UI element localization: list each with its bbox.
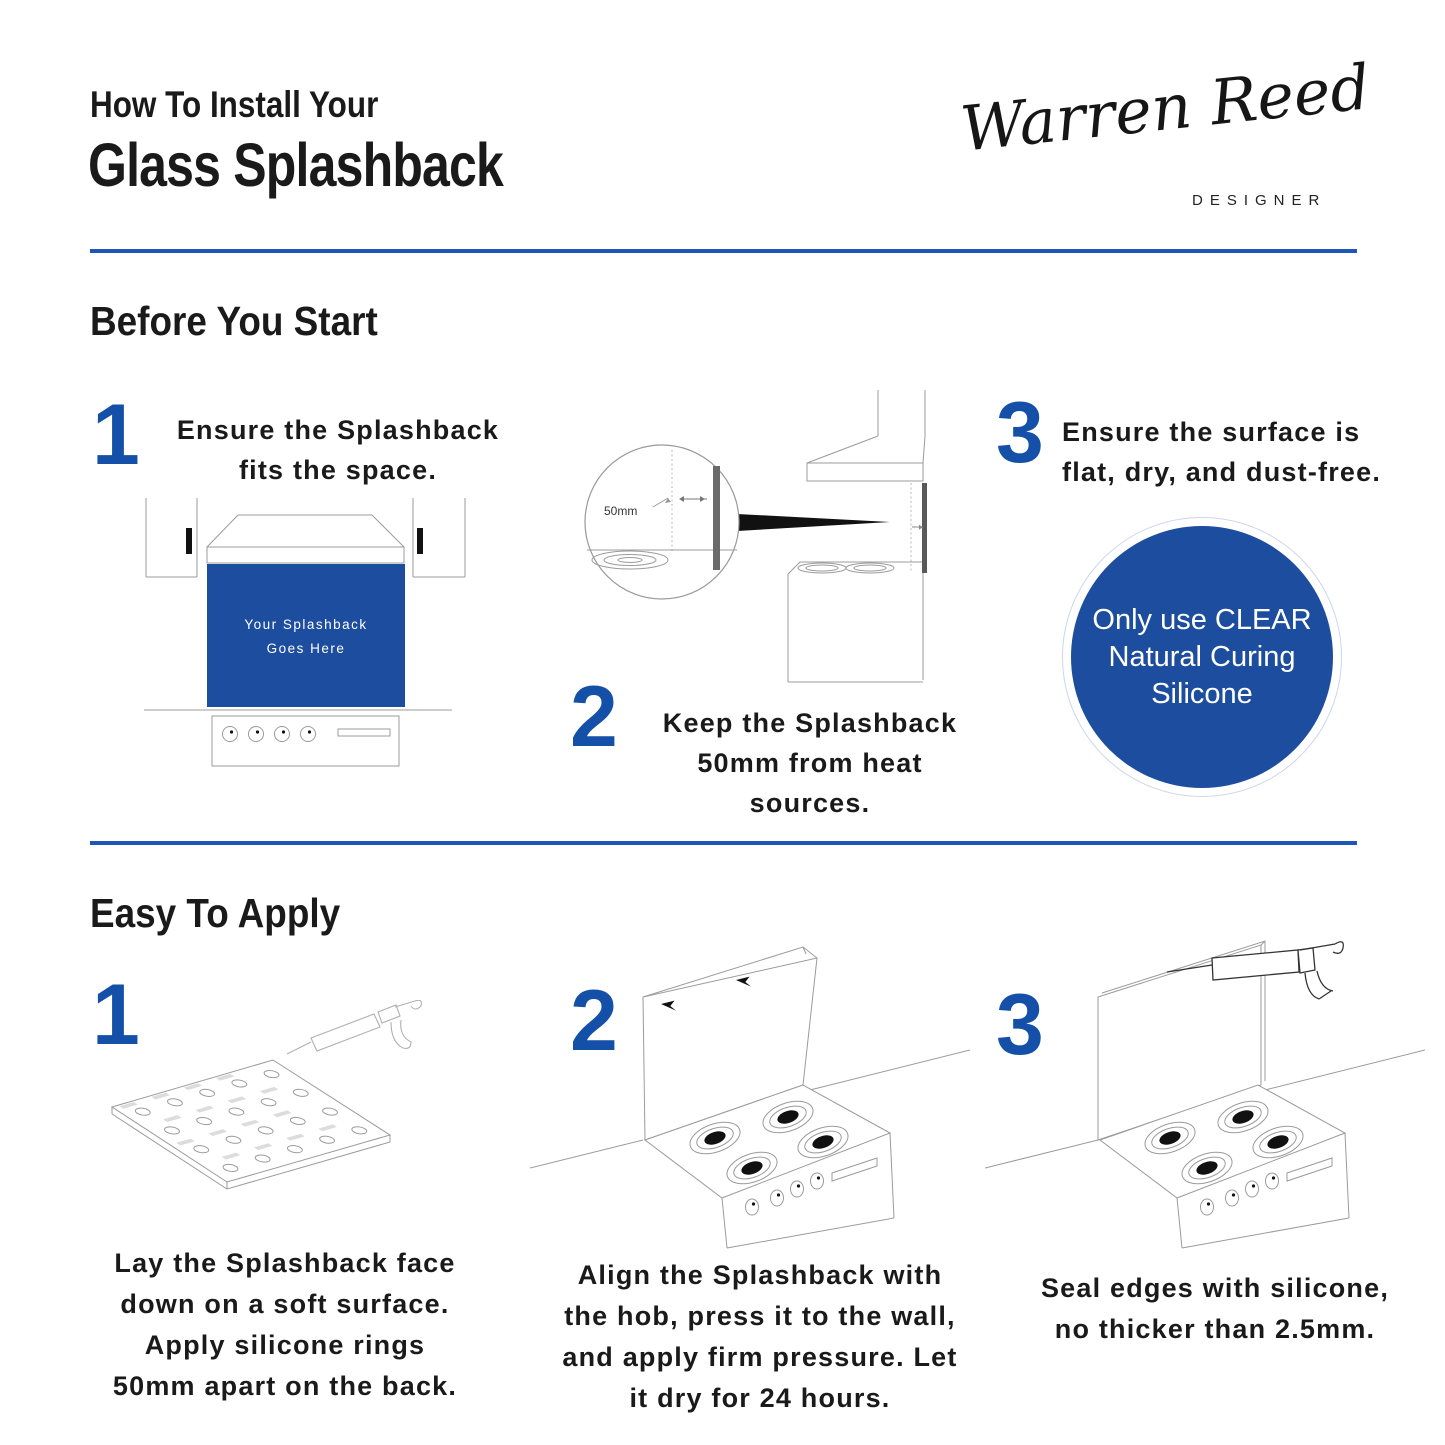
seal-edges-illustration [985, 920, 1425, 1250]
cooker [212, 716, 399, 766]
display-panel [832, 1158, 877, 1181]
counter-line-right [1265, 1050, 1425, 1090]
splashback-label-line1: Your Splashback [244, 617, 368, 632]
page-title-intro: How To Install Your [90, 84, 379, 125]
silicone-badge [1071, 526, 1333, 788]
page-title: Glass Splashback [88, 131, 504, 199]
step-text-line: Keep the Splashback [662, 708, 958, 738]
apply-step3-number: 3 [996, 977, 1044, 1073]
caption-line: Lay the Splashback face [114, 1248, 456, 1278]
apply-step1-number: 1 [92, 967, 140, 1063]
apply-heading: Easy To Apply [90, 890, 341, 936]
badge-line: Only use CLEAR [1092, 603, 1312, 636]
apply-step2-caption [535, 1255, 985, 1419]
align-splashback-illustration [530, 920, 970, 1250]
counter-line-right [810, 1050, 970, 1090]
hood-side-view [807, 390, 925, 481]
step-text-line: fits the space. [238, 455, 438, 485]
step-text-line: flat, dry, and dust-free. [1062, 457, 1382, 487]
splashback-edge [922, 483, 927, 573]
apply-step3-caption [990, 1268, 1440, 1350]
caption-line: 50mm apart on the back. [112, 1371, 458, 1401]
caption-line: the hob, press it to the wall, [564, 1301, 956, 1331]
fit-space-illustration [120, 490, 520, 790]
brand-subtitle: DESIGNER [1192, 192, 1327, 209]
caption-line: down on a soft surface. [120, 1289, 450, 1319]
display-panel [1287, 1158, 1332, 1181]
caulking-gun [287, 1000, 421, 1054]
caption-line: Seal edges with silicone, [1040, 1273, 1390, 1303]
badge-line: Silicone [1151, 677, 1253, 710]
step-text-line: 50mm from heat [697, 748, 923, 778]
step-text-line: Ensure the surface is [1062, 417, 1361, 447]
apply-step1-caption [75, 1243, 495, 1407]
brand-signature-logo: Warren Reed [957, 50, 1374, 166]
cooker-side-view [788, 562, 923, 682]
section-divider [90, 841, 1357, 845]
before-heading: Before You Start [90, 298, 378, 344]
before-step2-number: 2 [570, 669, 618, 765]
badge-line: Natural Curing [1108, 640, 1296, 673]
before-step1-number: 1 [92, 387, 140, 483]
caption-line: Align the Splashback with [577, 1260, 943, 1290]
splashback-panel [207, 564, 405, 707]
counter-line-left [530, 1140, 643, 1168]
dimension-label: 50mm [604, 504, 638, 518]
before-step2-text [645, 703, 975, 823]
apply-step2-number: 2 [570, 973, 618, 1069]
cooker-hood [207, 515, 404, 563]
caption-line: it dry for 24 hours. [629, 1383, 891, 1413]
splashback-label-line2: Goes Here [266, 641, 346, 656]
before-step3-text [1062, 412, 1432, 492]
caption-line: no thicker than 2.5mm. [1054, 1314, 1376, 1344]
before-step3-number: 3 [996, 385, 1044, 481]
step-text-line: sources. [749, 788, 871, 818]
caption-line: and apply firm pressure. Let [562, 1342, 958, 1372]
step-text-line: Ensure the Splashback [176, 415, 500, 445]
magnifier-pointer-wedge [737, 514, 890, 531]
heat-distance-illustration [560, 390, 990, 700]
caption-line: Apply silicone rings [144, 1330, 426, 1360]
before-step1-text [153, 410, 523, 490]
section-divider [90, 249, 1357, 253]
counter-line-left [985, 1140, 1098, 1168]
silicone-rings-illustration [95, 1000, 515, 1260]
